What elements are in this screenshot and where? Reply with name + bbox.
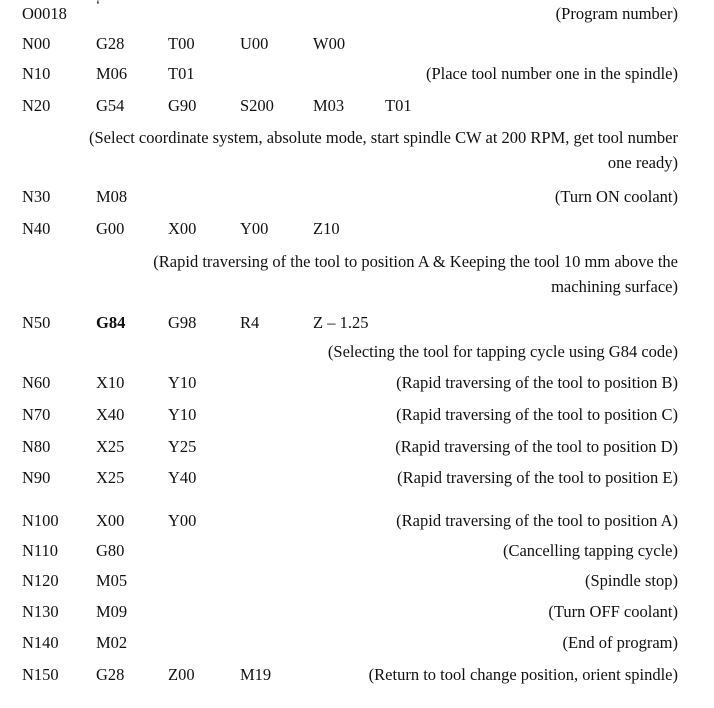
program-number-comment: (Program number) (555, 4, 678, 23)
code-word: G84 (96, 313, 126, 332)
block-comment-n40: (Rapid traversing of the tool to position A & Keeping the tool 10 mm above the machining surface) (153, 252, 678, 296)
code-word: G28 (96, 665, 125, 684)
code-word: Y10 (168, 373, 197, 392)
code-word: X10 (96, 373, 125, 392)
sequence-number: N10 (22, 64, 51, 83)
code-word: T00 (168, 34, 195, 53)
sequence-number: N150 (22, 665, 59, 684)
code-word: M19 (240, 665, 272, 684)
block-comment: (Rapid traversing of the tool to position A) (396, 511, 678, 530)
code-word: X25 (96, 468, 125, 487)
code-word: U00 (240, 34, 269, 53)
sequence-number: N100 (22, 511, 59, 530)
block-comment: (Cancelling tapping cycle) (502, 541, 678, 560)
code-word: M02 (96, 633, 128, 652)
block-n80 (0, 435, 714, 459)
block-comment: (Rapid traversing of the tool to position B) (396, 373, 678, 392)
block-n30 (0, 185, 714, 209)
block-n40 (0, 217, 714, 241)
block-n100 (0, 509, 714, 533)
code-word: R4 (240, 313, 260, 332)
block-comment: (Rapid traversing of the tool to position C) (396, 405, 678, 424)
code-word: Y40 (168, 468, 197, 487)
block-comment: (End of program) (562, 633, 678, 652)
block-comment: (Spindle stop) (584, 571, 678, 590)
code-word: Y00 (240, 219, 269, 238)
block-n110 (0, 539, 714, 563)
code-word: T01 (385, 96, 412, 115)
block-n00 (0, 32, 714, 56)
sequence-number: N110 (22, 541, 59, 560)
code-word: M08 (96, 187, 128, 206)
block-n140 (0, 631, 714, 655)
code-word: X00 (96, 511, 125, 530)
block-n150 (0, 663, 714, 687)
block-comment: (Return to tool change position, orient spindle) (368, 665, 678, 684)
code-word: Z00 (168, 665, 195, 684)
code-word: W00 (313, 34, 346, 53)
code-word: M09 (96, 602, 128, 621)
sequence-number: N60 (22, 373, 51, 392)
sequence-number: N90 (22, 468, 51, 487)
code-word: X40 (96, 405, 125, 424)
sequence-number: N00 (22, 34, 51, 53)
sequence-number: N70 (22, 405, 51, 424)
code-word: G00 (96, 219, 125, 238)
block-comment: (Rapid traversing of the tool to position E) (397, 468, 678, 487)
code-word: G80 (96, 541, 125, 560)
block-comment: (Rapid traversing of the tool to position D) (395, 437, 678, 456)
code-word: G28 (96, 34, 125, 53)
block-n90 (0, 466, 714, 490)
sequence-number: N80 (22, 437, 51, 456)
code-word: G98 (168, 313, 197, 332)
block-comment-n20: (Select coordinate system, absolute mode, start spindle CW at 200 RPM, get tool number one ready) (88, 128, 678, 172)
block-n120 (0, 569, 714, 593)
block-n60 (0, 371, 714, 395)
block-n50 (0, 311, 714, 335)
code-word: G54 (96, 96, 125, 115)
block-n130 (0, 600, 714, 624)
code-word: M06 (96, 64, 128, 83)
code-word: G90 (168, 96, 197, 115)
code-word: T01 (168, 64, 195, 83)
sequence-number: N40 (22, 219, 51, 238)
sequence-number: N30 (22, 187, 51, 206)
sequence-number: N130 (22, 602, 59, 621)
block-comment: (Place tool number one in the spindle) (425, 64, 678, 83)
sequence-number: N50 (22, 313, 51, 332)
block-comment: (Turn ON coolant) (554, 187, 678, 206)
block-comment: (Turn OFF coolant) (548, 602, 678, 621)
sequence-number: N140 (22, 633, 59, 652)
code-word: X00 (168, 219, 197, 238)
sequence-number: N20 (22, 96, 51, 115)
code-word: Z – 1.25 (313, 313, 369, 332)
block-comment: (Selecting the tool for tapping cycle using G84 code) (327, 342, 678, 361)
block-n20 (0, 94, 714, 118)
sequence-number: N120 (22, 571, 59, 590)
code-word: Y00 (168, 511, 197, 530)
block-n70 (0, 403, 714, 427)
code-word: S200 (240, 96, 274, 115)
scan-speck: ❛ (96, 0, 100, 11)
block-n10 (0, 62, 714, 86)
code-word: Z10 (313, 219, 340, 238)
block-n50-note (0, 340, 714, 364)
code-word: M05 (96, 571, 128, 590)
code-word: Y25 (168, 437, 197, 456)
program-number-line (0, 2, 714, 26)
code-word: M03 (313, 96, 345, 115)
code-word: Y10 (168, 405, 197, 424)
code-word: X25 (96, 437, 125, 456)
program-number: O0018 (22, 4, 67, 23)
